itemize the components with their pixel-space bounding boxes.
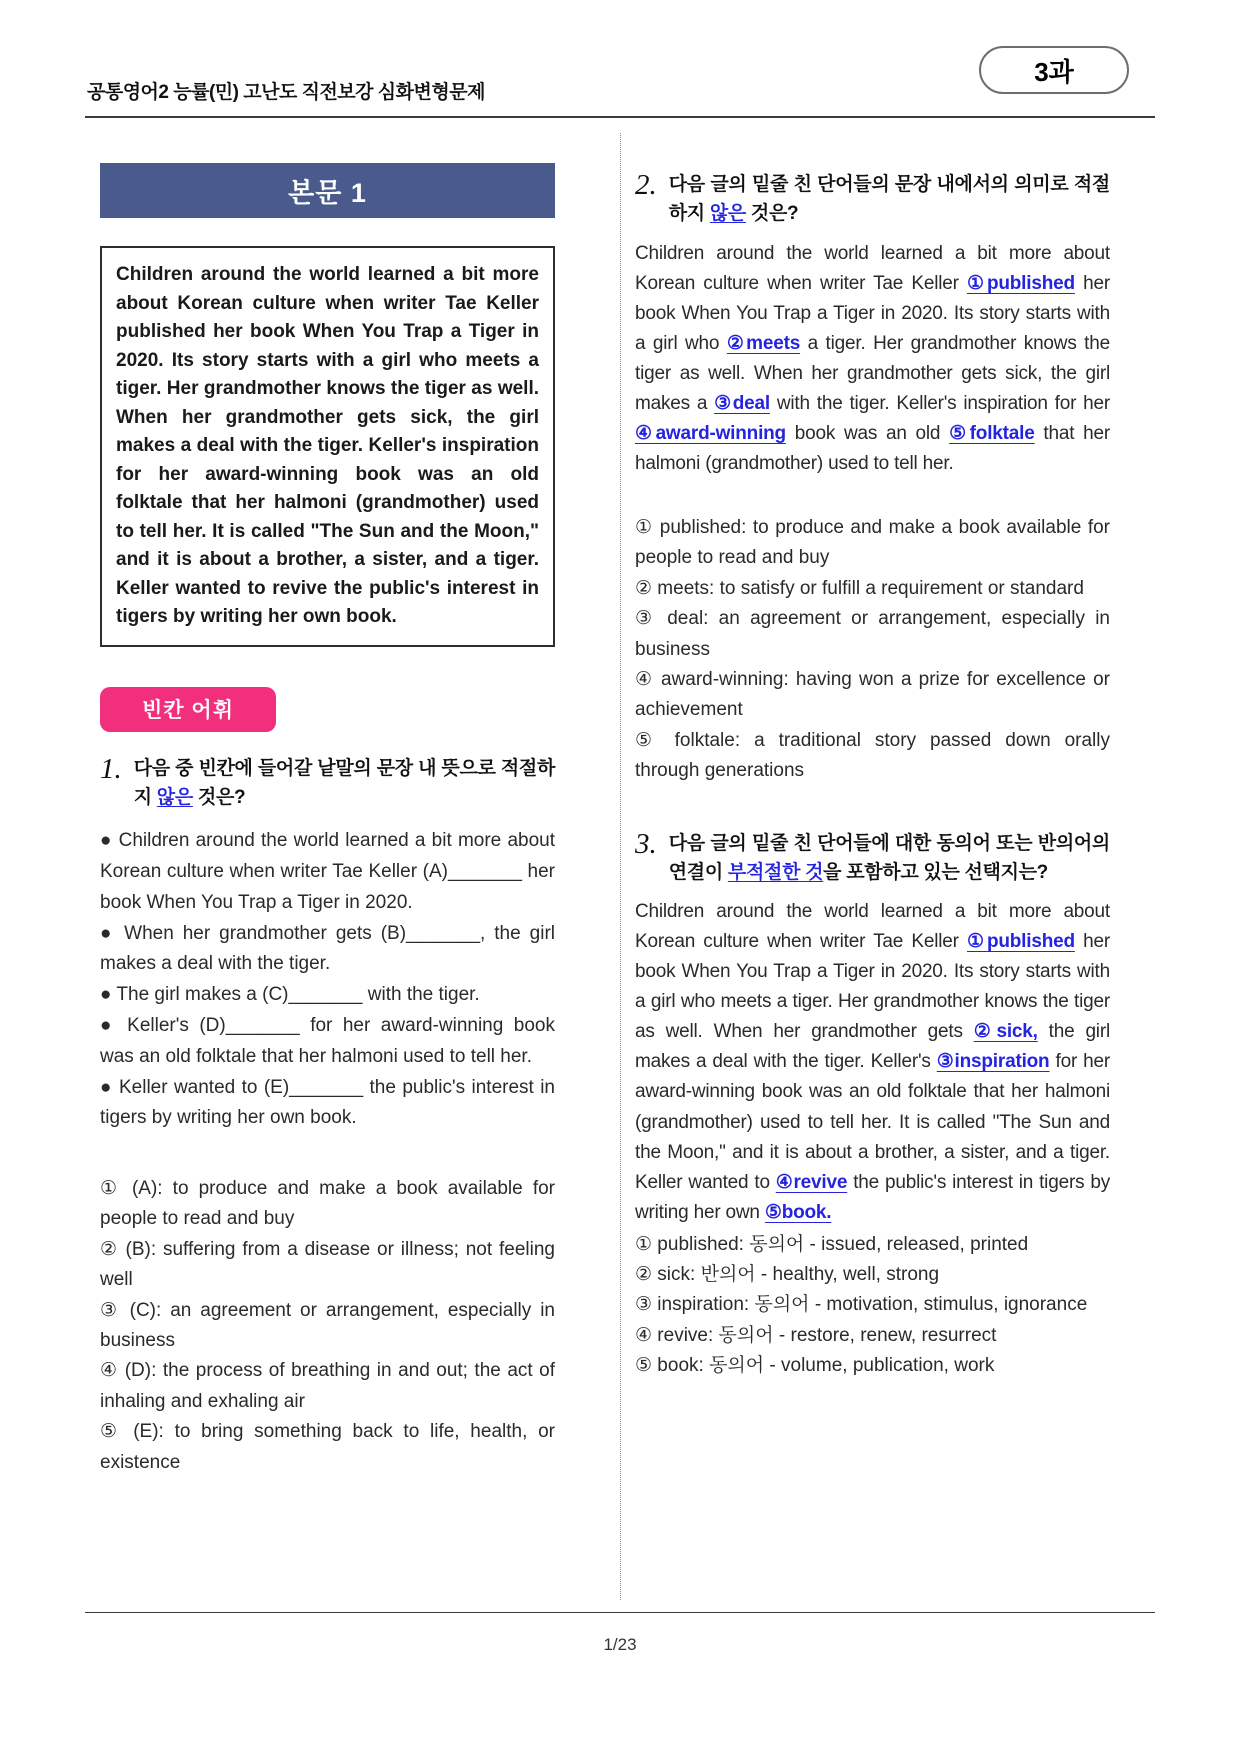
question-3 <box>635 829 1110 1382</box>
question-3-choices <box>635 1230 1110 1382</box>
choice-item: ③ (C): an agreement or arrangement, especially in business <box>100 1299 555 1351</box>
choice-item: ⑤ book: 동의어 - volume, publication, work <box>635 1355 995 1377</box>
choice-item: ③ inspiration: 동의어 - motivation, stimulus, ignorance <box>635 1294 1088 1316</box>
choice-item: ① published: 동의어 - issued, released, printed <box>635 1233 1029 1255</box>
bullet-item: ● Children around the world learned a bit more about Korean culture when writer Tae Keller (A)_______ her book When You Trap a Tiger in 2020. <box>100 830 555 913</box>
question-2 <box>635 170 1110 787</box>
question-2-passage: Children around the world learned a bit more about Korean culture when writer Tae Keller ①published her book When You Trap a Tiger in 2020. Its story starts with a girl who ②meets a tiger. Her grandmother knows the tiger as well. When her grandmother gets sick, the girl makes a ③deal with the tiger. Keller's inspiration for her ④award-winning book was an old ⑤folktale that her halmoni (grandmother) used to tell her. <box>635 242 1110 474</box>
question-1-prompt: 다음 중 빈칸에 들어갈 낱말의 문장 내 뜻으로 적절하지 않은 것은? <box>133 757 555 808</box>
chapter-badge: 3과 <box>979 46 1129 94</box>
main-passage-box: Children around the world learned a bit more about Korean culture when writer Tae Keller published her book When You Trap a Tiger in 2020. Its story starts with a girl who meets a tiger. Her grandmother knows the tiger as well. When her grandmother gets sick, the girl makes a deal with the tiger. Keller's inspiration for her award-winning book was an old folktale that her halmoni (grandmother) used to tell her. It is called "The Sun and the Moon," and it is about a brother, a sister, and a tiger. Keller wanted to revive the public's interest in tigers by writing her own book. <box>100 246 555 647</box>
question-3-prompt: 다음 글의 밑줄 친 단어들에 대한 동의어 또는 반의어의 연결이 부적절한 것을 포함하고 있는 선택지는? <box>668 832 1110 883</box>
question-2-number: 2. <box>635 169 657 201</box>
choice-item: ⑤ (E): to bring something back to life, health, or existence <box>100 1421 555 1473</box>
question-1-number: 1. <box>100 752 122 785</box>
column-divider <box>620 133 621 1600</box>
question-2-head <box>635 170 1110 229</box>
document-footer <box>85 1612 1155 1655</box>
choice-item: ① (A): to produce and make a book available for people to read and buy <box>100 1178 555 1230</box>
category-badge: 빈칸 어휘 <box>100 687 276 732</box>
question-1-choices <box>100 1174 555 1478</box>
bullet-item: ● Keller's (D)_______ for her award-winning book was an old folktale that her halmoni used to tell her. <box>100 1014 555 1067</box>
question-1-head <box>100 754 555 813</box>
question-3-head <box>635 829 1110 888</box>
choice-item: ⑤ folktale: a traditional story passed down orally through generations <box>635 729 1110 782</box>
choice-item: ④ revive: 동의어 - restore, renew, resurrect <box>635 1324 997 1346</box>
choice-item: ③ deal: an agreement or arrangement, especially in business <box>635 608 1110 660</box>
question-1 <box>100 754 555 1478</box>
bullet-item: ● When her grandmother gets (B)_______, the girl makes a deal with the tiger. <box>100 922 555 975</box>
bullet-item: ● The girl makes a (C)_______ with the tiger. <box>100 984 480 1006</box>
question-3-passage: Children around the world learned a bit more about Korean culture when writer Tae Keller ①published her book When You Trap a Tiger in 2020. Its story starts with a girl who meets a tiger. Her grandmother knows the tiger as well. When her grandmother gets ②sick, the girl makes a deal with the tiger. Keller's ③inspiration for her award-winning book was an old folktale that her halmoni (grandmother) used to tell her. It is called "The Sun and the Moon," and it is about a brother, a sister, and a tiger. Keller wanted to ④revive the public's interest in tigers by writing her own ⑤book. <box>635 901 1111 1223</box>
choice-item: ② meets: to satisfy or fulfill a requirement or standard <box>635 577 1084 599</box>
choice-item: ④ award-winning: having won a prize for excellence or achievement <box>635 668 1110 721</box>
section-banner: 본문 1 <box>100 163 555 218</box>
right-column <box>635 170 1110 1382</box>
left-column <box>100 163 555 1478</box>
bullet-item: ● Keller wanted to (E)_______ the public's interest in tigers by writing her own book. <box>100 1076 555 1129</box>
document-header <box>85 0 1155 118</box>
choice-item: ② (B): suffering from a disease or illness; not feeling well <box>100 1238 555 1291</box>
choice-item: ④ (D): the process of breathing in and out; the act of inhaling and exhaling air <box>100 1360 555 1412</box>
question-3-number: 3. <box>635 827 657 860</box>
question-2-choices <box>635 513 1110 787</box>
choice-item: ① published: to produce and make a book available for people to read and buy <box>635 517 1110 569</box>
page-number: 1/23 <box>603 1635 637 1654</box>
document-title: 공통영어2 능률(민) 고난도 직전보강 심화변형문제 <box>87 82 485 103</box>
choice-item: ② sick: 반의어 - healthy, well, strong <box>635 1263 940 1285</box>
question-1-bullets <box>100 826 555 1134</box>
question-2-prompt: 다음 글의 밑줄 친 단어들의 문장 내에서의 의미로 적절하지 않은 것은? <box>668 174 1110 225</box>
